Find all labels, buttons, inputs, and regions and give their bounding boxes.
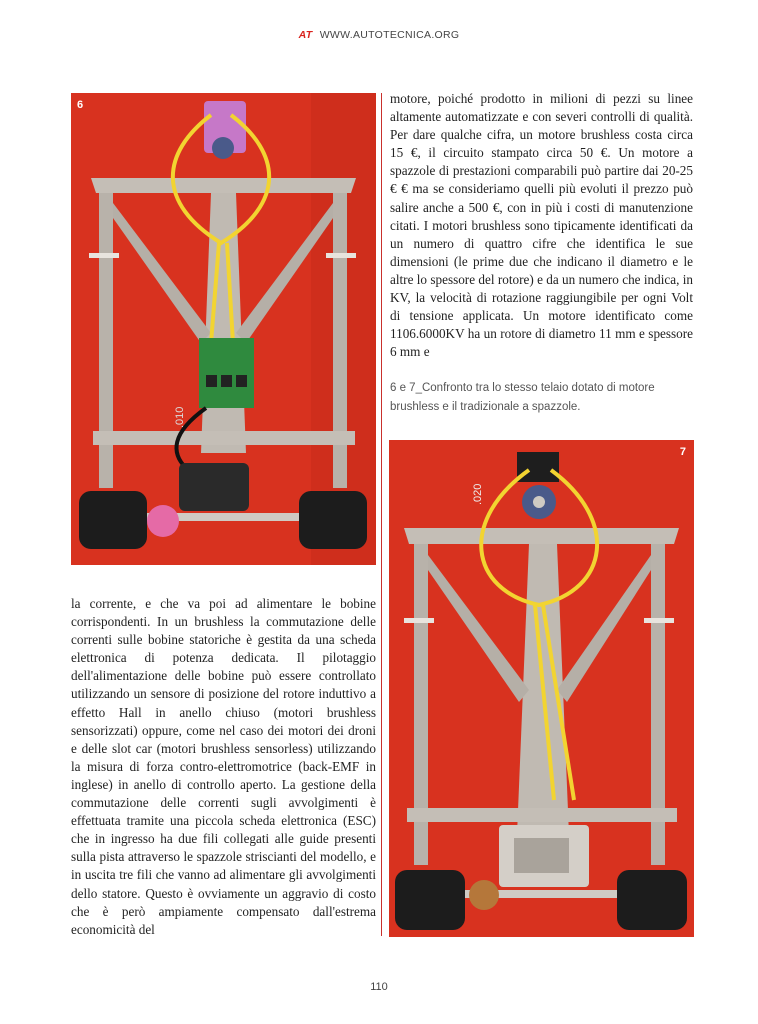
page-number: 110 (370, 981, 388, 993)
brushed-chassis-illustration (389, 440, 694, 937)
page-header (0, 29, 758, 41)
column-divider (381, 93, 382, 936)
paragraph: motore, poiché prodotto in milioni di pezzi su linee altamente automatizzate e con severi controlli di qualità. Per dare qualche cifra, un motore brushless costa circa 15 €, il circuito stampato circa 50 €. Un motore a spazzole di prestazioni comparabili può partire dai 20-25 € € ma se consideriamo quelli più evoluti il prezzo può salire anche a 500 €, con in più i costi di manutenzione citati. I motori brushless sono tipicamente identificati da un numero di quattro cifre che identifica le sue dimensioni (le prime due che indicano il diametro e le altre lo spessore del rotore) e da un numero che indica, in KV, la velocità di rotazione raggiungibile per ogni Volt di tensione applicata. Un motore identificato come 1106.6000KV ha un rotore di diametro 11 mm e spessore 6 mm e (390, 91, 693, 360)
brushless-chassis-illustration (71, 93, 376, 565)
paragraph: la corrente, e che va poi ad alimentare le bobine corrispondenti. In un brushless la commutazione delle correnti sulle bobine statoriche è gestita da una scheda elettronica di potenza dedicata. Il pilotaggio dell'alimentazione delle bobine può essere controllato utilizzando un sensore di posizione del rotore induttivo a effetto Hall in anello chiuso (motori brushless sensorizzati) oppure, come nel caso dei motori dei droni e delle slot car (motori brushless sensorless) utilizzando la misura di forza contro-elettromotrice (back-EMF in inglese) in anello di controllo aperto. La gestione della commutazione delle correnti sugli avvolgimenti è effettuata tramite una piccola scheda elettronica (ESC) che in ingresso ha due fili collegati alle guide presenti sulla pista attraverso le spazzole striscianti del modello, e in uscita tre fili che vanno ad alimentare gli avvolgimenti dello statore. Questo è ovviamente un aggravio di costo che è però ampiamente compensato dall'estrema economicità del (71, 596, 376, 937)
figure-number: 7 (679, 446, 686, 458)
figure-7-photo (389, 440, 694, 937)
left-column-text (71, 595, 376, 939)
right-column-text (390, 90, 693, 361)
site-logo: AT (298, 29, 313, 41)
chassis-marking: .010 (174, 406, 186, 428)
chassis-marking: .020 (472, 483, 484, 505)
site-url: WWW.AUTOTECNICA.ORG (319, 29, 460, 41)
figure-number: 6 (77, 99, 84, 111)
figure-6-photo (71, 93, 376, 565)
figure-caption: 6 e 7_Confronto tra lo stesso telaio dotato di motore brushless e il tradizionale a spazzole. (390, 382, 655, 413)
